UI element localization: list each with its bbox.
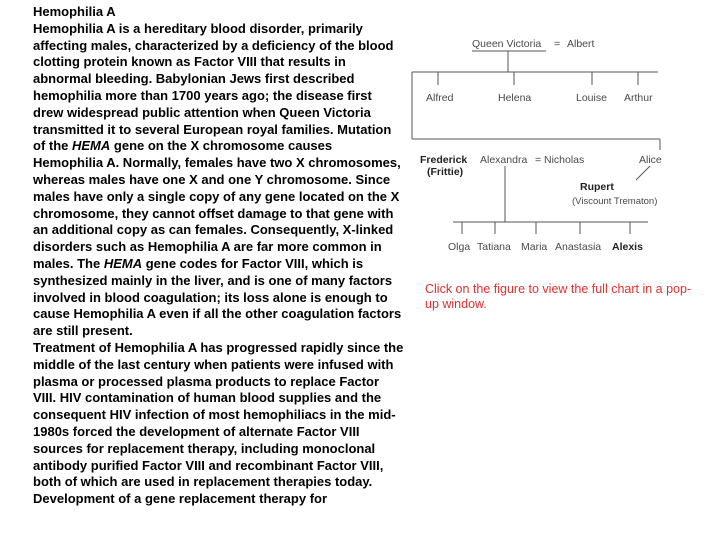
- article-paragraph-2: Treatment of Hemophilia A has progressed rapidly since the middle of the last century when patients were infused with plasma or processed plasma products to replace Factor VIII. HIV contamination of human blood supplies and the consequent HIV infection of most hemophiliacs in the mid-1980s forced the development of alternate Factor VIII sources for replacement therapy, including monoclonal antibody purified Factor VIII and recombinant Factor VIII, both of which are used in replacement therapies today.: [33, 339, 404, 490]
- name-alexandra: Alexandra: [480, 154, 528, 166]
- name-olga: Olga: [448, 241, 471, 253]
- name-anastasia: Anastasia: [555, 241, 602, 253]
- name-frittie: (Frittie): [427, 166, 464, 178]
- name-arthur: Arthur: [624, 92, 653, 104]
- marriage-sign-1: =: [554, 38, 561, 50]
- popup-chart-link[interactable]: Click on the figure to view the full chart in a pop-up window.: [425, 282, 692, 311]
- name-queen-victoria: Queen Victoria: [472, 38, 542, 50]
- pedigree-figure[interactable]: [410, 30, 700, 270]
- name-frederick: Frederick: [420, 154, 468, 166]
- name-nicholas: Nicholas: [544, 154, 585, 166]
- article-text: [33, 4, 405, 508]
- name-rupert: Rupert: [580, 181, 614, 193]
- article-paragraph-1: Hemophilia A is a hereditary blood disorder, primarily affecting males, characterized by a deficiency of the blood clotting protein known as Factor VIII that results in abnormal bleeding. Babylonian Jews first described hemophilia more than 1700 years ago; the disease first drew widespread public attention when Queen Victoria transmitted it to several European royal families. Mutation of the HEMA gene on the X chromosome causes Hemophilia A. Normally, females have two X chromosomes, whereas males have one X and one Y chromosome. Since males have only a single copy of any gene located on the X chromosome, they cannot offset damage to that gene with an additional copy as can females. Consequently, X-linked disorders such as Hemophilia A are far more common in males. The HEMA gene codes for Factor VIII, which is synthesized mainly in the liver, and is one of many factors involved in blood coagulation; its loss alone is enough to cause Hemophilia A even if all the other coagulation factors are still present.: [33, 20, 402, 339]
- line-alice-rupert: [636, 166, 650, 180]
- article-paragraph-3: Development of a gene replacement therapy for: [33, 491, 328, 507]
- pedigree-chart[interactable]: [410, 30, 700, 270]
- name-alice: Alice: [639, 154, 662, 166]
- name-viscount-trematon: (Viscount Trematon): [572, 196, 658, 207]
- name-alfred: Alfred: [426, 92, 454, 104]
- name-maria: Maria: [521, 241, 548, 253]
- name-tatiana: Tatiana: [477, 241, 511, 253]
- article-title: Hemophilia A: [33, 4, 116, 19]
- name-alexis: Alexis: [612, 241, 643, 253]
- marriage-sign-2: =: [535, 154, 542, 166]
- name-helena: Helena: [498, 92, 532, 104]
- name-louise: Louise: [576, 92, 607, 104]
- name-albert: Albert: [567, 38, 595, 50]
